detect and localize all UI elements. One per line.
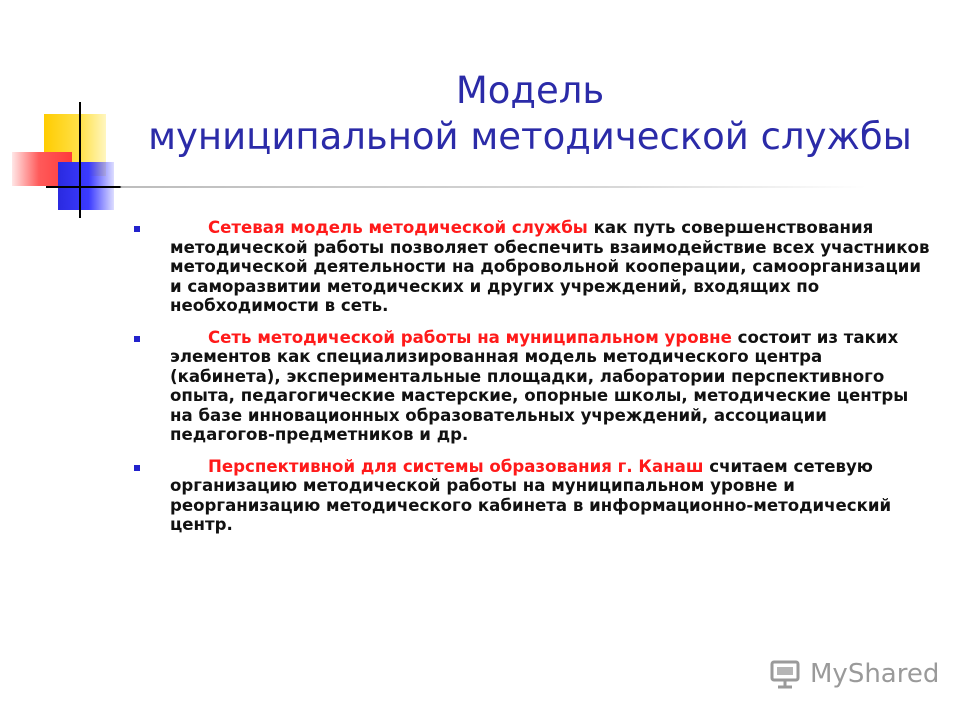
- bullet-highlight: Перспективной для системы образования г. Канаш: [208, 456, 704, 476]
- watermark-text: MyShared: [810, 659, 940, 689]
- bullet-square-icon: [134, 336, 140, 342]
- bullet-list: [132, 218, 932, 547]
- bullet-square-icon: [134, 226, 140, 232]
- title-underline: [46, 186, 866, 188]
- slide-title: [130, 68, 930, 160]
- bullet-highlight: Сетевая модель методической службы: [208, 218, 588, 237]
- bullet-item: [132, 457, 932, 535]
- bullet-text: состоит из таких элементов как специализированная модель методического центра (кабинета), экспериментальные площадки, лаборатории перспективного опыта, педагогические мастерские, опорные школы, методические центры на базе инновационных образовательных учреждений, ассоциации педагогов-предметников и др.: [170, 327, 909, 444]
- bullet-highlight: Сеть методической работы на муниципальном уровне: [208, 327, 732, 347]
- title-line-1: Модель: [455, 69, 605, 112]
- bullet-text: считаем сетевую организацию методической работы на муниципальном уровне и реорганизацию методического кабинета в информационно-методический центр.: [170, 456, 892, 534]
- bullet-item: [132, 218, 932, 316]
- bullet-item: [132, 328, 932, 445]
- title-line-2: муниципальной методической службы: [148, 115, 912, 158]
- bullet-square-icon: [134, 465, 140, 471]
- decor-vertical-line: [79, 102, 81, 218]
- watermark: [768, 654, 939, 694]
- bullet-text: как путь совершенствования методической работы позволяет обеспечить взаимодействие всех участников методической деятельности на добровольной кооперации, самоорганизации и саморазвитии методических и других учреждений, входящих по необходимости в сеть.: [170, 218, 930, 315]
- presentation-screen-icon: [768, 656, 804, 692]
